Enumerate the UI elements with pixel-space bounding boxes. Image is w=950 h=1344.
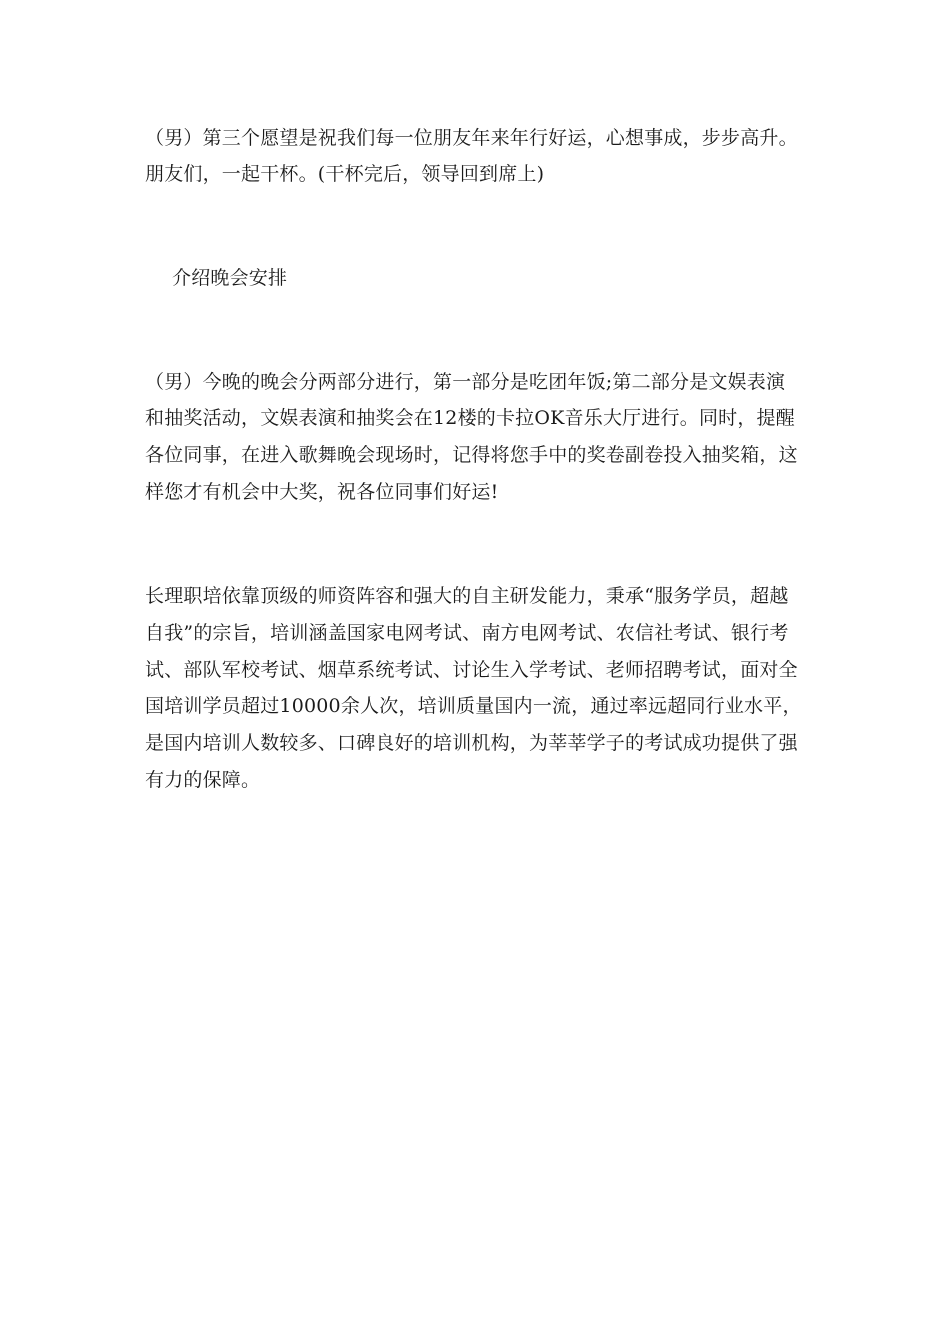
text-line: 各位同事，在进入歌舞晚会现场时，记得将您手中的奖卷副卷投入抽奖箱，这: [145, 444, 798, 466]
text-line: 朋友们，一起干杯。(干杯完后，领导回到席上): [145, 163, 545, 185]
text-line: （男）今晚的晚会分两部分进行，第一部分是吃团年饭;第二部分是文娱表演: [145, 371, 786, 393]
text-line: 样您才有机会中大奖，祝各位同事们好运!: [145, 481, 499, 503]
section-heading: 介绍晚会安排: [172, 267, 288, 289]
text-line: 国培训学员超过10000余人次，培训质量国内一流，通过率远超同行业水平，: [145, 695, 802, 717]
text-line: 试、部队军校考试、烟草系统考试、讨论生入学考试、老师招聘考试，面对全: [145, 659, 798, 681]
text-line: 是国内培训人数较多、口碑良好的培训机构，为莘莘学子的考试成功提供了强: [145, 732, 798, 754]
text-line: 自我”的宗旨，培训涵盖国家电网考试、南方电网考试、农信社考试、银行考: [145, 622, 789, 644]
text-line: 和抽奖活动，文娱表演和抽奖会在12楼的卡拉OK音乐大厅进行。同时，提醒: [145, 407, 795, 429]
text-line: 有力的保障。: [145, 769, 261, 791]
text-line: 长理职培依靠顶级的师资阵容和强大的自主研发能力，秉承“服务学员，超越: [145, 585, 789, 607]
text-line: （男）第三个愿望是祝我们每一位朋友年来年行好运，心想事成，步步高升。: [145, 127, 798, 149]
